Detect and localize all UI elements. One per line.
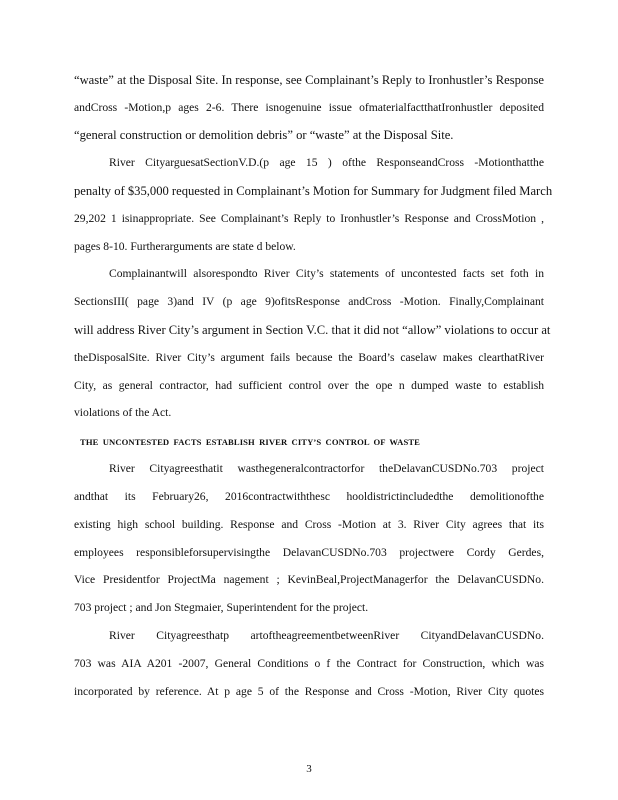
body-line: River CityarguesatSectionV.D.(p age 15 ) ofthe ResponseandCross -Motionthatthe [109, 156, 544, 169]
body-line: will address River City’s argument in Section V.C. that it did not “allow” violations to occur at [74, 323, 551, 337]
body-line: 29,202 1 isinappropriate. See Complainant’s Reply to Ironhustler’s Response and CrossMotion , [74, 212, 544, 225]
body-line: Complainantwill alsorespondto River City’s statements of uncontested facts set foth in [109, 267, 544, 280]
body-line: River Cityagreesthatit wasthegeneralcontractorfor theDelavanCUSDNo.703 project [109, 462, 544, 475]
body-line: 703 project ; and Jon Stegmaier, Superintendent for the project. [74, 601, 369, 614]
body-line: penalty of $35,000 requested in Complainant’s Motion for Summary for Judgment filed March [74, 184, 553, 198]
body-line: employees responsibleforsupervisingthe DelavanCUSDNo.703 projectwere Cordy Gerdes, [74, 546, 544, 559]
body-line: theDisposalSite. River City’s argument fails because the Board’s caselaw makes clearthatRiver [74, 351, 544, 364]
body-line: Vice Presidentfor ProjectMa nagement ; KevinBeal,ProjectManagerfor the DelavanCUSDNo. [74, 573, 544, 586]
body-line: andthat its February26, 2016contractwiththesc hooldistrictincludedthe demolitionofthe [74, 490, 544, 503]
body-line: “waste” at the Disposal Site. In response, see Complainant’s Reply to Ironhustler’s Response [74, 73, 544, 87]
body-line: violations of the Act. [74, 406, 172, 419]
body-line: andCross -Motion,p ages 2-6. There isnogenuine issue ofmaterialfactthatIronhustler deposited [74, 101, 544, 114]
body-line: SectionsIII( page 3)and IV (p age 9)ofitsResponse andCross -Motion. Finally,Complainant [74, 295, 544, 308]
section-heading: THE UNCONTESTED FACTS ESTABLISH RIVER CITY’S CONTROL OF WASTE [80, 437, 420, 447]
body-line: River Cityagreesthatp artoftheagreementbetweenRiver CityandDelavanCUSDNo. [109, 629, 544, 642]
body-line: incorporated by reference. At p age 5 of the Response and Cross -Motion, River City quotes [74, 685, 544, 698]
body-line: City, as general contractor, had sufficient control over the ope n dumped waste to establish [74, 379, 544, 392]
body-line: “general construction or demolition debris” or “waste” at the Disposal Site. [74, 128, 454, 142]
body-line: pages 8-10. Furtherarguments are state d below. [74, 240, 296, 253]
body-line: 703 was AIA A201 -2007, General Conditions o f the Contract for Construction, which was [74, 657, 544, 670]
body-line: existing high school building. Response and Cross -Motion at 3. River City agrees that its [74, 518, 544, 531]
page-number: 3 [306, 763, 312, 775]
